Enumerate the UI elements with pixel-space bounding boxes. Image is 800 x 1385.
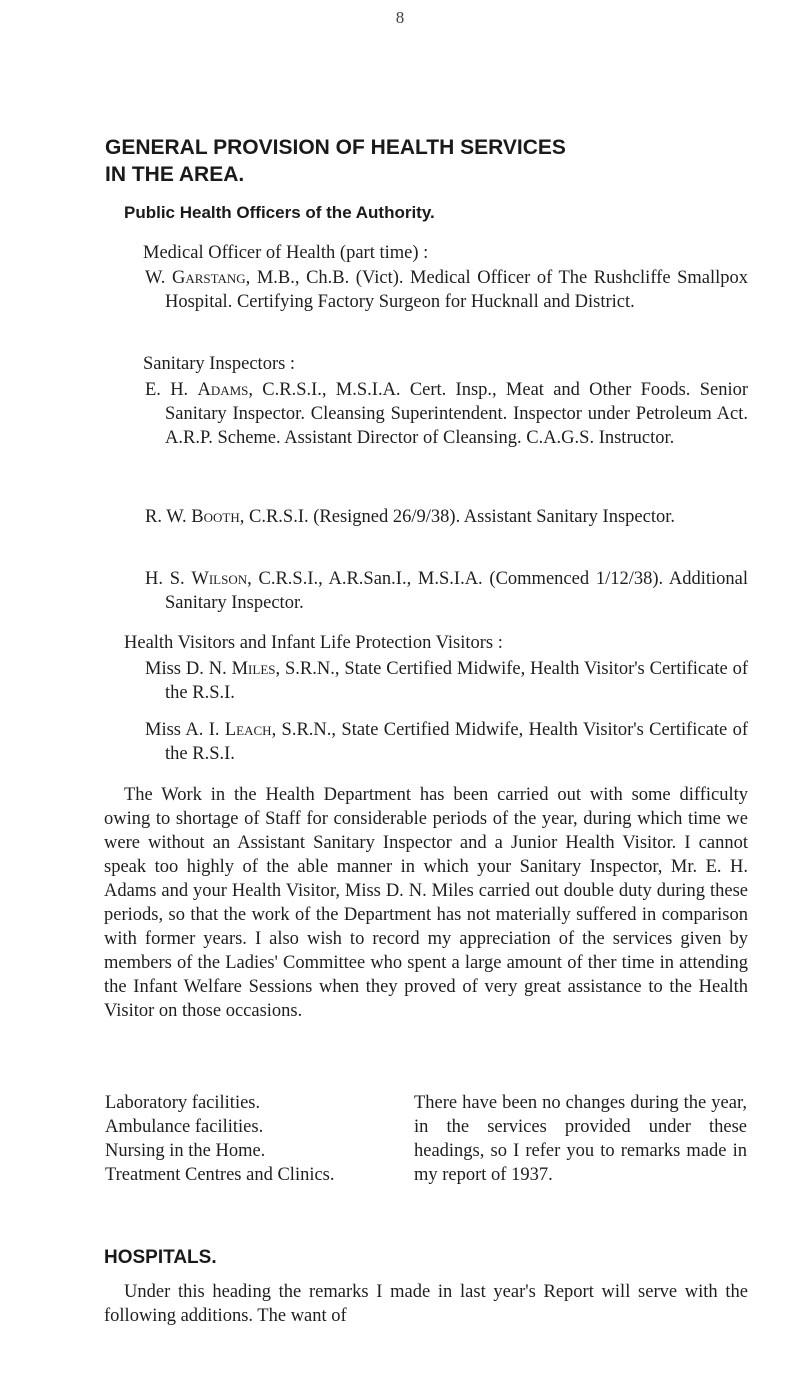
- hv1-entry: [145, 657, 748, 705]
- moh-entry: [145, 266, 748, 314]
- facilities-note: There have been no changes during the year, in the services provided under these headings, so I refer you to remarks made in my report of 1937.: [414, 1093, 747, 1185]
- si2-entry: [145, 505, 748, 529]
- si-heading: Sanitary Inspectors :: [143, 354, 296, 374]
- si1-name: Adams: [197, 380, 249, 400]
- si3-details: , C.R.S.I., A.R.San.I., M.S.I.A. (Commenced 1/12/38). Additional Sanitary Inspector.: [165, 569, 748, 613]
- facilities-list: [105, 1091, 395, 1187]
- hv2-entry: [145, 718, 748, 766]
- si2-details: , C.R.S.I. (Resigned 26/9/38). Assistant Sanitary Inspector.: [239, 507, 675, 527]
- si3-name: Wilson: [191, 569, 248, 589]
- si2-initial: R. W.: [145, 507, 192, 527]
- hospitals-paragraph: Under this heading the remarks I made in last year's Report will serve with the following additions. The want of: [104, 1282, 748, 1326]
- facility-item: Nursing in the Home.: [105, 1141, 266, 1161]
- hv-heading: Health Visitors and Infant Life Protection Visitors :: [124, 633, 503, 653]
- moh-details: , M.B., Ch.B. (Vict). Medical Officer of The Rushcliffe Smallpox Hospital. Certifying Factory Surgeon for Hucknall and District.: [165, 268, 749, 312]
- facility-item: Treatment Centres and Clinics.: [105, 1165, 335, 1185]
- title-line-1: GENERAL PROVISION OF HEALTH SERVICES: [105, 136, 566, 159]
- facility-item: Laboratory facilities.: [105, 1093, 261, 1113]
- si1-details: , C.R.S.I., M.S.I.A. Cert. Insp., Meat and Other Foods. Senior Sanitary Inspector. Cleansing Superintendent. Inspector under Petroleum Act. A.R.P. Scheme. Assistant Director of Cleansing. C.A.G.S. Instructor.: [165, 380, 749, 448]
- si1-entry: [145, 378, 748, 450]
- moh-heading: Medical Officer of Health (part time) :: [143, 243, 429, 263]
- hv2-name: Leach: [224, 720, 272, 740]
- hv1-initial: Miss D. N.: [145, 659, 232, 679]
- section-subtitle: Public Health Officers of the Authority.: [124, 203, 435, 222]
- title-line-2: IN THE AREA.: [105, 163, 245, 186]
- hv2-initial: Miss A. I.: [145, 720, 225, 740]
- si1-initial: E. H.: [145, 380, 198, 400]
- hv1-name: Miles: [231, 659, 276, 679]
- work-paragraph: The Work in the Health Department has been carried out with some difficulty owing to shortage of Staff for considerable periods of the year, during which time we were without an Assistant Sanitary Inspector and a Junior Health Visitor. I cannot speak too highly of the able manner in which your Sanitary Inspector, Mr. E. H. Adams and your Health Visitor, Miss D. N. Miles carried out double duty during these periods, so that the work of the Department has not materially suffered in comparison with former years. I also wish to record my appreciation of the services given by members of the Ladies' Committee who spent a large amount of ther time in attending the Infant Welfare Sessions when they proved of very great assistance to the Health Visitor on those occasions.: [104, 785, 748, 1021]
- moh-initial: W.: [145, 268, 172, 288]
- hospitals-heading: HOSPITALS.: [104, 1247, 217, 1268]
- page-title: [105, 134, 745, 188]
- moh-name: Garstang: [171, 268, 246, 288]
- si2-name: Booth: [191, 507, 240, 527]
- page-number: 8: [395, 8, 405, 27]
- hv2-details: , S.R.N., State Certified Midwife, Health Visitor's Certificate of the R.S.I.: [165, 720, 748, 764]
- hv1-details: , S.R.N., State Certified Midwife, Health Visitor's Certificate of the R.S.I.: [165, 659, 748, 703]
- si3-initial: H. S.: [145, 569, 192, 589]
- si3-entry: [145, 567, 748, 615]
- facility-item: Ambulance facilities.: [105, 1117, 264, 1137]
